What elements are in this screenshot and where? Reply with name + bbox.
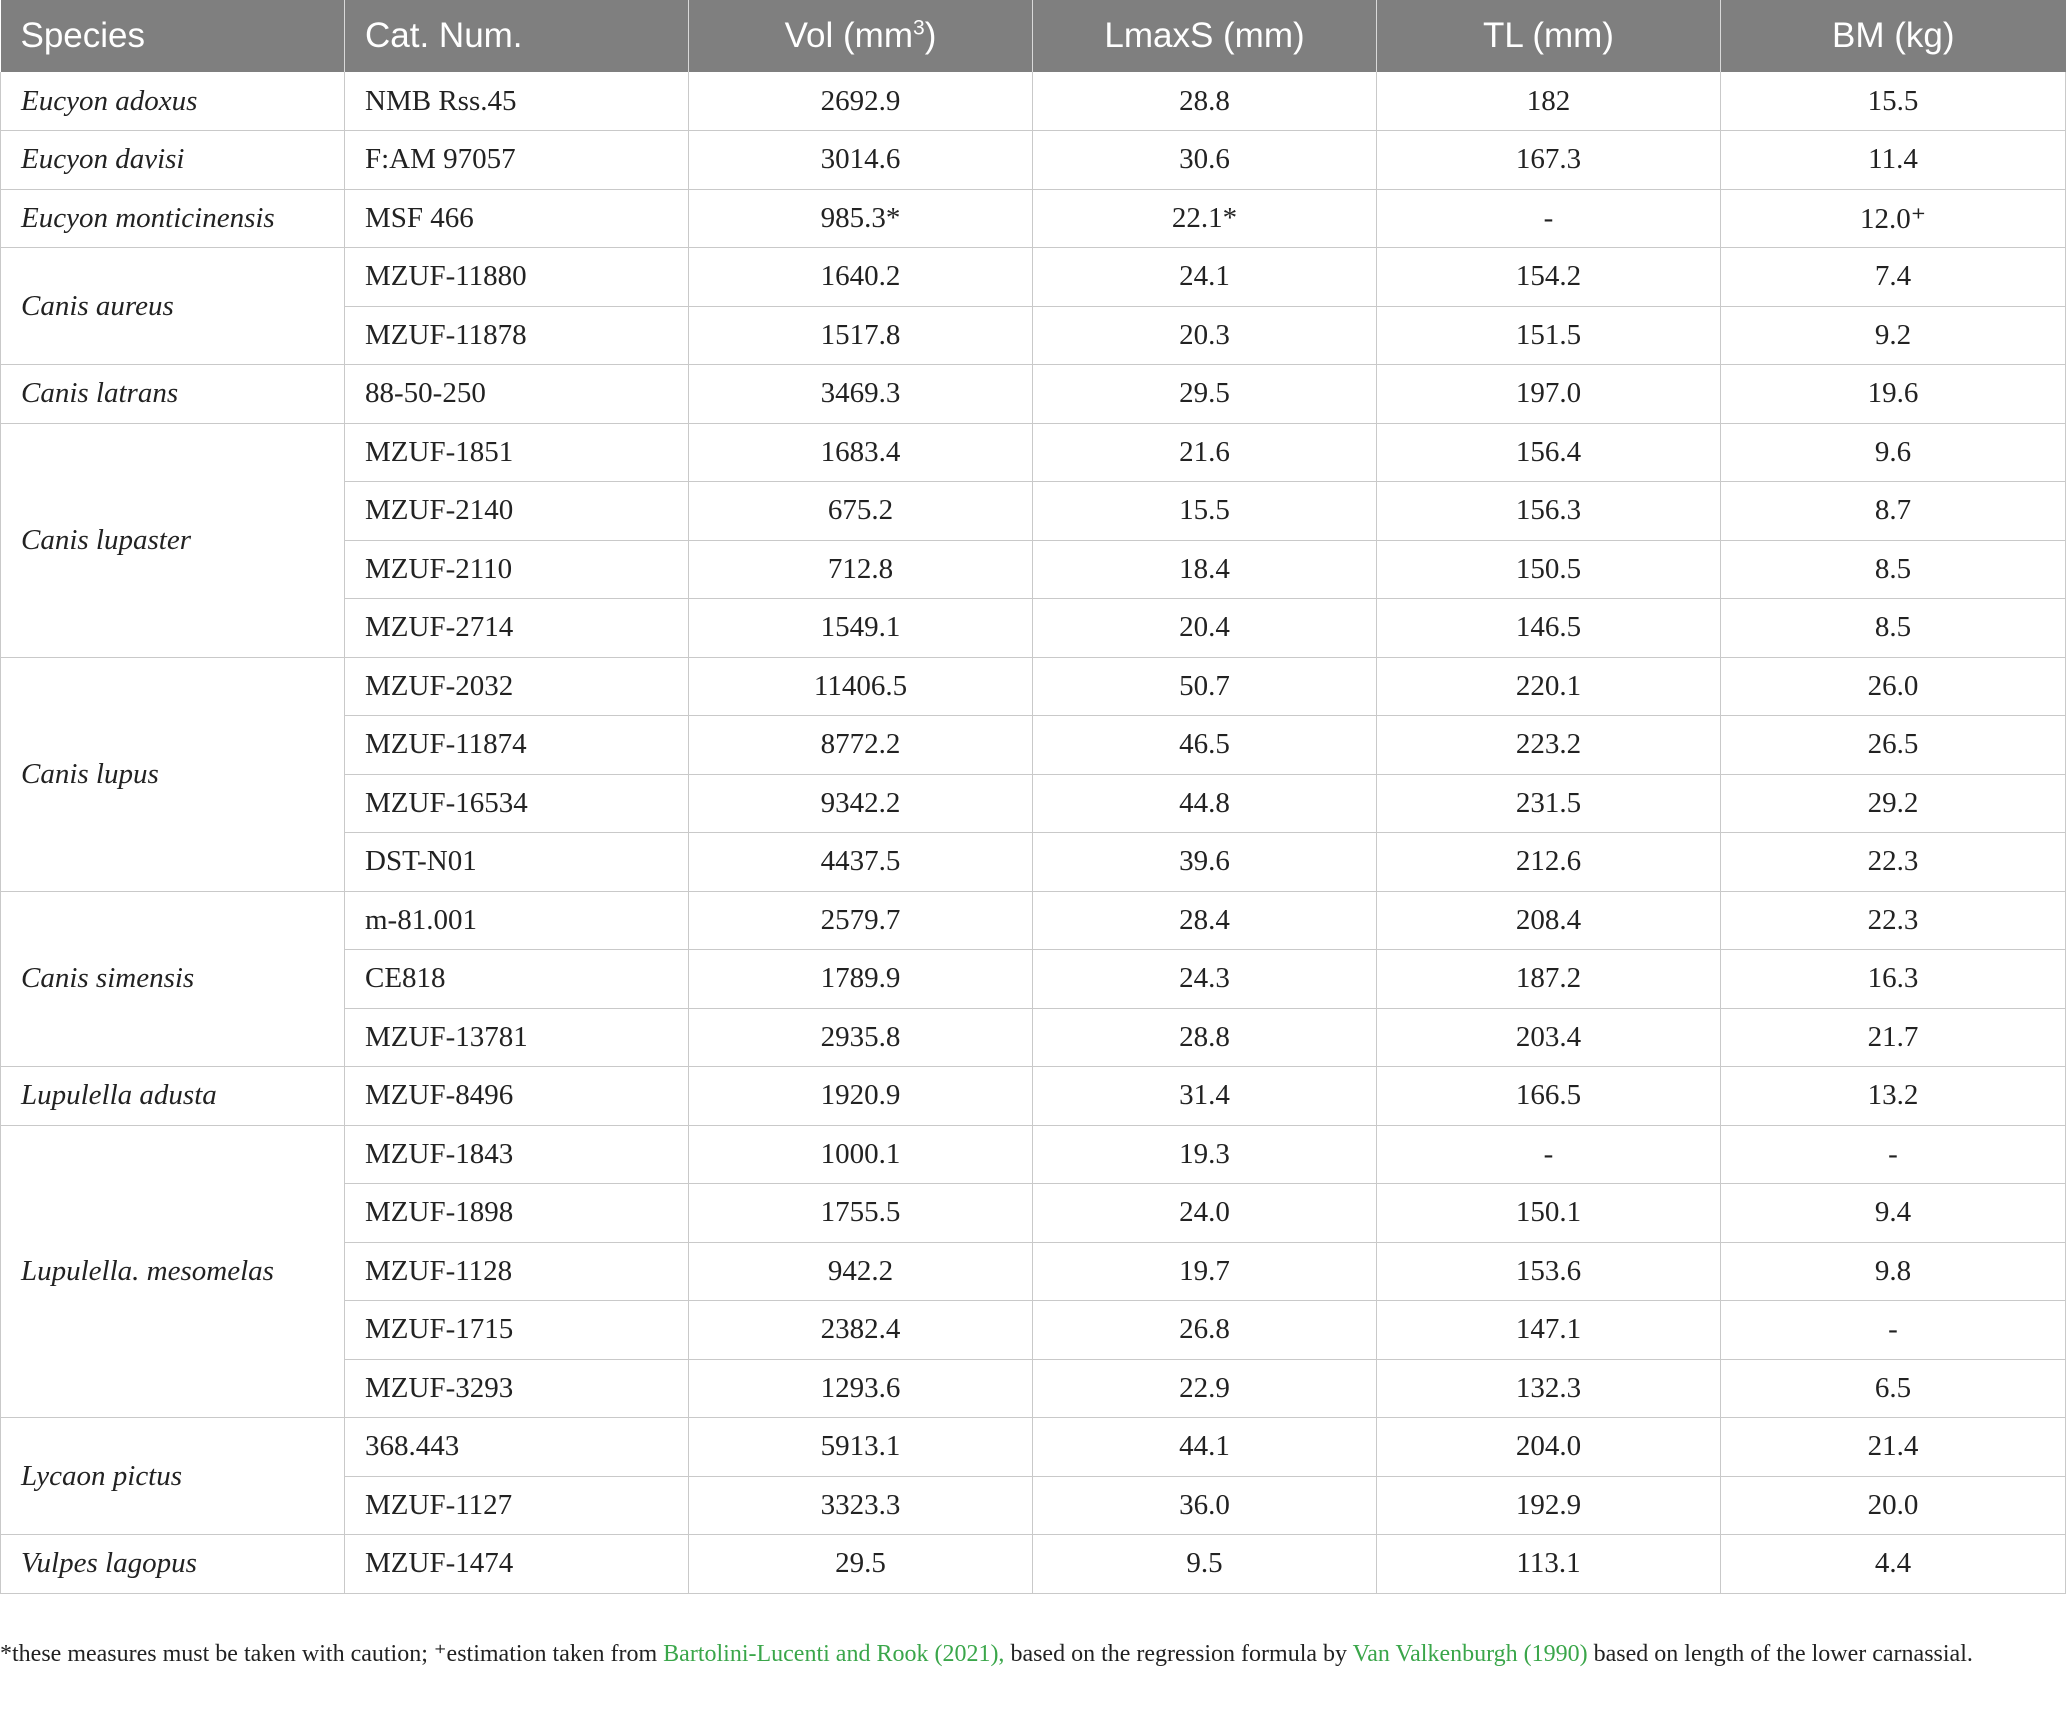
cell-lmaxs: 44.8 [1033, 774, 1377, 833]
cell-vol: 2579.7 [689, 891, 1033, 950]
cell-lmaxs: 31.4 [1033, 1067, 1377, 1126]
cell-bm: 15.5 [1721, 72, 2066, 131]
cell-species: Vulpes lagopus [1, 1535, 345, 1594]
header-cat-num: Cat. Num. [345, 0, 689, 72]
table-body [1, 72, 2066, 1593]
cell-cat-num: MZUF-8496 [345, 1067, 689, 1126]
table-header [1, 0, 2066, 72]
cell-cat-num: CE818 [345, 950, 689, 1009]
cell-cat-num: MZUF-11878 [345, 306, 689, 365]
cell-bm: 26.5 [1721, 716, 2066, 775]
table-footnote [0, 1636, 2060, 1672]
cell-lmaxs: 19.7 [1033, 1242, 1377, 1301]
cell-tl: - [1377, 189, 1721, 248]
cell-bm: 4.4 [1721, 1535, 2066, 1594]
table-row [1, 1125, 2066, 1184]
table-row [1, 423, 2066, 482]
cell-tl: 150.1 [1377, 1184, 1721, 1243]
cell-vol: 5913.1 [689, 1418, 1033, 1477]
cell-lmaxs: 18.4 [1033, 540, 1377, 599]
cell-cat-num: MZUF-2140 [345, 482, 689, 541]
cell-lmaxs: 50.7 [1033, 657, 1377, 716]
cell-lmaxs: 19.3 [1033, 1125, 1377, 1184]
cell-bm: - [1721, 1125, 2066, 1184]
cell-bm: 26.0 [1721, 657, 2066, 716]
cell-bm: 7.4 [1721, 248, 2066, 307]
cell-tl: 167.3 [1377, 131, 1721, 190]
header-vol-close: ) [924, 16, 937, 55]
cell-bm: 6.5 [1721, 1359, 2066, 1418]
cell-vol: 9342.2 [689, 774, 1033, 833]
cell-bm: 21.4 [1721, 1418, 2066, 1477]
cell-bm: 16.3 [1721, 950, 2066, 1009]
table-row [1, 1535, 2066, 1594]
cell-vol: 1683.4 [689, 423, 1033, 482]
cell-cat-num: 88-50-250 [345, 365, 689, 424]
cell-lmaxs: 36.0 [1033, 1476, 1377, 1535]
cell-vol: 1755.5 [689, 1184, 1033, 1243]
cell-cat-num: DST-N01 [345, 833, 689, 892]
cell-bm: 9.6 [1721, 423, 2066, 482]
cell-vol: 712.8 [689, 540, 1033, 599]
cell-tl: - [1377, 1125, 1721, 1184]
cell-cat-num: MZUF-1474 [345, 1535, 689, 1594]
cell-vol: 11406.5 [689, 657, 1033, 716]
table-row [1, 131, 2066, 190]
footnote-text-3: based on length of the lower carnassial. [1587, 1641, 1973, 1667]
table-row [1, 657, 2066, 716]
cell-vol: 2935.8 [689, 1008, 1033, 1067]
cell-cat-num: MZUF-1843 [345, 1125, 689, 1184]
cell-vol: 675.2 [689, 482, 1033, 541]
cell-tl: 223.2 [1377, 716, 1721, 775]
table-row [1, 72, 2066, 131]
header-vol [689, 0, 1033, 72]
cell-bm: 22.3 [1721, 833, 2066, 892]
cell-species: Lycaon pictus [1, 1418, 345, 1535]
cell-lmaxs: 28.4 [1033, 891, 1377, 950]
header-lmaxs: LmaxS (mm) [1033, 0, 1377, 72]
cell-lmaxs: 24.1 [1033, 248, 1377, 307]
footnote-text-2: based on the regression formula by [1004, 1641, 1353, 1667]
cell-tl: 147.1 [1377, 1301, 1721, 1360]
cell-tl: 156.3 [1377, 482, 1721, 541]
cell-bm: 21.7 [1721, 1008, 2066, 1067]
cell-cat-num: m-81.001 [345, 891, 689, 950]
cell-cat-num: MZUF-1128 [345, 1242, 689, 1301]
cell-cat-num: MZUF-2714 [345, 599, 689, 658]
cell-species: Eucyon adoxus [1, 72, 345, 131]
cell-cat-num: MZUF-1851 [345, 423, 689, 482]
cell-tl: 182 [1377, 72, 1721, 131]
cell-vol: 4437.5 [689, 833, 1033, 892]
cell-lmaxs: 24.3 [1033, 950, 1377, 1009]
cell-species: Canis lupaster [1, 423, 345, 657]
cell-cat-num: MZUF-1898 [345, 1184, 689, 1243]
cell-tl: 192.9 [1377, 1476, 1721, 1535]
header-vol-superscript: 3 [913, 16, 925, 40]
cell-vol: 29.5 [689, 1535, 1033, 1594]
cell-lmaxs: 28.8 [1033, 72, 1377, 131]
cell-cat-num: MSF 466 [345, 189, 689, 248]
cell-vol: 1549.1 [689, 599, 1033, 658]
cell-bm: 22.3 [1721, 891, 2066, 950]
cell-bm: 8.5 [1721, 599, 2066, 658]
cell-bm: - [1721, 1301, 2066, 1360]
cell-bm: 8.5 [1721, 540, 2066, 599]
cell-vol: 1640.2 [689, 248, 1033, 307]
table-row [1, 189, 2066, 248]
table-row [1, 248, 2066, 307]
cell-tl: 203.4 [1377, 1008, 1721, 1067]
footnote-reference-1[interactable]: Bartolini-Lucenti and Rook (2021), [663, 1641, 1005, 1667]
cell-lmaxs: 30.6 [1033, 131, 1377, 190]
cell-tl: 220.1 [1377, 657, 1721, 716]
cell-cat-num: MZUF-2032 [345, 657, 689, 716]
cell-vol: 2382.4 [689, 1301, 1033, 1360]
header-species: Species [1, 0, 345, 72]
cell-vol: 1789.9 [689, 950, 1033, 1009]
table-row [1, 1067, 2066, 1126]
cell-lmaxs: 22.9 [1033, 1359, 1377, 1418]
cell-vol: 942.2 [689, 1242, 1033, 1301]
cell-bm: 13.2 [1721, 1067, 2066, 1126]
footnote-reference-2[interactable]: Van Valkenburgh (1990) [1352, 1641, 1588, 1667]
cell-tl: 187.2 [1377, 950, 1721, 1009]
cell-cat-num: MZUF-1715 [345, 1301, 689, 1360]
cell-bm: 11.4 [1721, 131, 2066, 190]
header-bm: BM (kg) [1721, 0, 2066, 72]
cell-vol: 3469.3 [689, 365, 1033, 424]
cell-vol: 1000.1 [689, 1125, 1033, 1184]
cell-bm: 9.2 [1721, 306, 2066, 365]
cell-bm: 9.8 [1721, 1242, 2066, 1301]
table-row [1, 1418, 2066, 1477]
footnote-text-1: *these measures must be taken with caution; ⁺estimation taken from [0, 1641, 664, 1667]
cell-species: Canis simensis [1, 891, 345, 1067]
cell-species: Canis latrans [1, 365, 345, 424]
header-row [1, 0, 2066, 72]
cell-bm: 20.0 [1721, 1476, 2066, 1535]
cell-tl: 208.4 [1377, 891, 1721, 950]
cell-lmaxs: 28.8 [1033, 1008, 1377, 1067]
cell-tl: 154.2 [1377, 248, 1721, 307]
cell-lmaxs: 29.5 [1033, 365, 1377, 424]
cell-vol: 1920.9 [689, 1067, 1033, 1126]
cell-cat-num: F:AM 97057 [345, 131, 689, 190]
cell-cat-num: MZUF-3293 [345, 1359, 689, 1418]
cell-bm: 9.4 [1721, 1184, 2066, 1243]
cell-cat-num: MZUF-13781 [345, 1008, 689, 1067]
cell-tl: 204.0 [1377, 1418, 1721, 1477]
cell-lmaxs: 46.5 [1033, 716, 1377, 775]
table-row [1, 365, 2066, 424]
cell-lmaxs: 15.5 [1033, 482, 1377, 541]
cell-lmaxs: 20.3 [1033, 306, 1377, 365]
cell-cat-num: MZUF-11874 [345, 716, 689, 775]
cell-vol: 2692.9 [689, 72, 1033, 131]
cell-vol: 3014.6 [689, 131, 1033, 190]
cell-vol: 8772.2 [689, 716, 1033, 775]
cell-species: Eucyon monticinensis [1, 189, 345, 248]
cell-cat-num: NMB Rss.45 [345, 72, 689, 131]
cell-species: Lupulella adusta [1, 1067, 345, 1126]
header-vol-label: Vol (mm [784, 16, 913, 55]
cell-cat-num: MZUF-1127 [345, 1476, 689, 1535]
cell-tl: 231.5 [1377, 774, 1721, 833]
cell-species: Canis lupus [1, 657, 345, 891]
cell-cat-num: MZUF-2110 [345, 540, 689, 599]
cell-tl: 146.5 [1377, 599, 1721, 658]
cell-tl: 212.6 [1377, 833, 1721, 892]
cell-lmaxs: 22.1* [1033, 189, 1377, 248]
cell-vol: 985.3* [689, 189, 1033, 248]
cell-tl: 166.5 [1377, 1067, 1721, 1126]
cell-tl: 156.4 [1377, 423, 1721, 482]
cell-tl: 150.5 [1377, 540, 1721, 599]
cell-bm: 29.2 [1721, 774, 2066, 833]
cell-lmaxs: 20.4 [1033, 599, 1377, 658]
cell-cat-num: MZUF-16534 [345, 774, 689, 833]
cell-bm: 12.0⁺ [1721, 189, 2066, 248]
cell-lmaxs: 21.6 [1033, 423, 1377, 482]
cell-vol: 1293.6 [689, 1359, 1033, 1418]
cell-cat-num: MZUF-11880 [345, 248, 689, 307]
cell-vol: 1517.8 [689, 306, 1033, 365]
header-tl: TL (mm) [1377, 0, 1721, 72]
cell-lmaxs: 9.5 [1033, 1535, 1377, 1594]
cell-bm: 19.6 [1721, 365, 2066, 424]
cell-species: Lupulella. mesomelas [1, 1125, 345, 1418]
cell-species: Eucyon davisi [1, 131, 345, 190]
cell-tl: 151.5 [1377, 306, 1721, 365]
cell-lmaxs: 39.6 [1033, 833, 1377, 892]
cell-vol: 3323.3 [689, 1476, 1033, 1535]
cell-lmaxs: 26.8 [1033, 1301, 1377, 1360]
cell-bm: 8.7 [1721, 482, 2066, 541]
cell-tl: 197.0 [1377, 365, 1721, 424]
cell-lmaxs: 44.1 [1033, 1418, 1377, 1477]
cell-tl: 132.3 [1377, 1359, 1721, 1418]
cell-tl: 153.6 [1377, 1242, 1721, 1301]
cell-lmaxs: 24.0 [1033, 1184, 1377, 1243]
cell-tl: 113.1 [1377, 1535, 1721, 1594]
table-row [1, 891, 2066, 950]
cell-cat-num: 368.443 [345, 1418, 689, 1477]
cell-species: Canis aureus [1, 248, 345, 365]
